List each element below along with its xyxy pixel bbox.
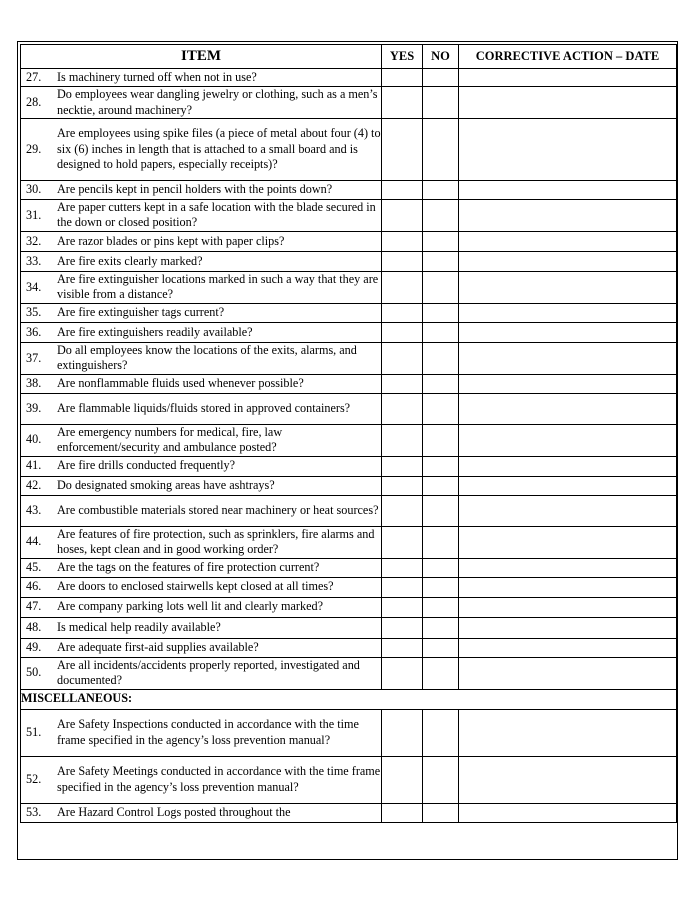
question-cell (21, 709, 382, 756)
checklist-row (21, 577, 677, 597)
yes-cell[interactable] (382, 597, 423, 617)
yes-cell[interactable] (382, 577, 423, 597)
corrective-action-cell[interactable] (459, 69, 677, 87)
item-number: 47. (26, 599, 42, 614)
no-cell[interactable] (423, 476, 459, 495)
item-question: Are flammable liquids/fluids stored in approved containers? (57, 400, 351, 415)
yes-cell[interactable] (382, 756, 423, 803)
yes-cell[interactable] (382, 322, 423, 342)
item-question: Are adequate first-aid supplies available? (57, 639, 259, 654)
corrective-action-cell[interactable] (459, 526, 677, 558)
corrective-action-cell[interactable] (459, 251, 677, 271)
item-number: 37. (26, 350, 42, 365)
item-number: 31. (26, 207, 42, 222)
no-cell[interactable] (423, 393, 459, 424)
item-question: Is machinery turned off when not in use? (57, 69, 257, 84)
item-number: 50. (26, 665, 42, 680)
item-question: Are razor blades or pins kept with paper clips? (57, 233, 285, 248)
question-cell (21, 638, 382, 657)
corrective-action-cell[interactable] (459, 322, 677, 342)
no-cell[interactable] (423, 577, 459, 597)
question-cell (21, 251, 382, 271)
no-cell[interactable] (423, 303, 459, 322)
checklist-row (21, 119, 677, 181)
checklist-row (21, 393, 677, 424)
corrective-action-cell[interactable] (459, 456, 677, 476)
item-question: Are paper cutters kept in a safe location with the blade secured in the down or closed position? (57, 200, 376, 230)
question-cell (21, 303, 382, 322)
corrective-action-cell[interactable] (459, 231, 677, 251)
item-number: 33. (26, 253, 42, 268)
item-number: 34. (26, 279, 42, 294)
checklist-row (21, 87, 677, 119)
question-cell (21, 617, 382, 638)
item-number: 48. (26, 619, 42, 634)
item-number: 53. (26, 804, 42, 819)
item-question: Are emergency numbers for medical, fire, law enforcement/security and ambulance posted? (57, 424, 283, 455)
header-row (21, 45, 677, 69)
question-cell (21, 597, 382, 617)
no-cell[interactable] (423, 181, 459, 200)
yes-cell[interactable] (382, 495, 423, 526)
no-cell[interactable] (423, 374, 459, 393)
question-cell (21, 756, 382, 803)
yes-cell[interactable] (382, 271, 423, 303)
corrective-action-cell[interactable] (459, 638, 677, 657)
checklist-row (21, 424, 677, 456)
corrective-action-cell[interactable] (459, 87, 677, 119)
checklist-body (21, 69, 677, 823)
question-cell (21, 803, 382, 822)
no-cell[interactable] (423, 526, 459, 558)
checklist-row (21, 303, 677, 322)
item-question: Do employees wear dangling jewelry or clothing, such as a men’s necktie, around machinery? (57, 87, 378, 117)
yes-cell[interactable] (382, 638, 423, 657)
corrective-action-cell[interactable] (459, 495, 677, 526)
corrective-action-cell[interactable] (459, 577, 677, 597)
yes-cell[interactable] (382, 87, 423, 119)
item-question: Are pencils kept in pencil holders with the points down? (57, 182, 333, 197)
checklist-row (21, 181, 677, 200)
item-question: Are nonflammable fluids used whenever possible? (57, 375, 304, 390)
yes-cell[interactable] (382, 374, 423, 393)
header-yes: YES (382, 45, 423, 69)
question-cell (21, 495, 382, 526)
question-cell (21, 456, 382, 476)
no-cell[interactable] (423, 456, 459, 476)
no-cell[interactable] (423, 251, 459, 271)
item-number: 28. (26, 94, 42, 109)
item-question: Are Safety Inspections conducted in accordance with the time frame specified in the agency’s loss prevention manual? (57, 717, 359, 747)
item-number: 40. (26, 432, 42, 447)
item-question: Is medical help readily available? (57, 619, 221, 634)
yes-cell[interactable] (382, 709, 423, 756)
item-question: Are fire extinguisher tags current? (57, 305, 225, 320)
checklist-row (21, 69, 677, 87)
item-question: Are fire extinguishers readily available? (57, 324, 253, 339)
no-cell[interactable] (423, 342, 459, 374)
yes-cell[interactable] (382, 181, 423, 200)
no-cell[interactable] (423, 119, 459, 181)
corrective-action-cell[interactable] (459, 657, 677, 689)
no-cell[interactable] (423, 495, 459, 526)
header-no: NO (423, 45, 459, 69)
item-number: 45. (26, 559, 42, 574)
yes-cell[interactable] (382, 456, 423, 476)
checklist-row (21, 803, 677, 822)
question-cell (21, 231, 382, 251)
no-cell[interactable] (423, 87, 459, 119)
item-question: Are employees using spike files (a piece of metal about four (4) to six (6) inches in length that is attached to a small board and is designed to hold papers, especially receipts)? (57, 126, 381, 172)
corrective-action-cell[interactable] (459, 119, 677, 181)
item-number: 46. (26, 579, 42, 594)
item-number: 29. (26, 141, 42, 156)
checklist-row (21, 374, 677, 393)
item-number: 44. (26, 534, 42, 549)
yes-cell[interactable] (382, 119, 423, 181)
no-cell[interactable] (423, 271, 459, 303)
item-number: 32. (26, 233, 42, 248)
question-cell (21, 322, 382, 342)
no-cell[interactable] (423, 657, 459, 689)
item-number: 35. (26, 305, 42, 320)
item-number: 43. (26, 502, 42, 517)
no-cell[interactable] (423, 424, 459, 456)
corrective-action-cell[interactable] (459, 476, 677, 495)
yes-cell[interactable] (382, 526, 423, 558)
yes-cell[interactable] (382, 200, 423, 232)
checklist-row (21, 231, 677, 251)
item-number: 30. (26, 182, 42, 197)
no-cell[interactable] (423, 231, 459, 251)
item-question: Do all employees know the locations of the exits, alarms, and extinguishers? (57, 342, 357, 373)
item-number: 36. (26, 324, 42, 339)
question-cell (21, 577, 382, 597)
item-question: Are features of fire protection, such as sprinklers, fire alarms and hoses, kept clean and in good working order? (57, 526, 375, 557)
item-question: Are fire extinguisher locations marked in such a way that they are visible from a distance? (57, 271, 379, 302)
checklist-row (21, 495, 677, 526)
yes-cell[interactable] (382, 424, 423, 456)
header-corrective-action: CORRECTIVE ACTION – DATE (459, 45, 677, 69)
checklist-row (21, 322, 677, 342)
checklist-row (21, 526, 677, 558)
corrective-action-cell[interactable] (459, 342, 677, 374)
item-question: Are Safety Meetings conducted in accordance with the time frame specified in the agency’s loss prevention manual? (57, 764, 381, 794)
checklist-row (21, 456, 677, 476)
item-question: Are doors to enclosed stairwells kept closed at all times? (57, 579, 334, 594)
corrective-action-cell[interactable] (459, 271, 677, 303)
question-cell (21, 342, 382, 374)
item-number: 49. (26, 639, 42, 654)
corrective-action-cell[interactable] (459, 558, 677, 577)
question-cell (21, 424, 382, 456)
question-cell (21, 657, 382, 689)
corrective-action-cell[interactable] (459, 756, 677, 803)
section-row (21, 689, 677, 709)
corrective-action-cell[interactable] (459, 374, 677, 393)
item-number: 38. (26, 375, 42, 390)
question-cell (21, 476, 382, 495)
no-cell[interactable] (423, 803, 459, 822)
checklist-row (21, 251, 677, 271)
item-number: 52. (26, 771, 42, 786)
question-cell (21, 69, 382, 87)
item-question: Are all incidents/accidents properly reported, investigated and documented? (57, 657, 360, 688)
no-cell[interactable] (423, 200, 459, 232)
checklist-row (21, 638, 677, 657)
question-cell (21, 558, 382, 577)
checklist-row (21, 597, 677, 617)
item-number: 42. (26, 477, 42, 492)
yes-cell[interactable] (382, 342, 423, 374)
corrective-action-cell[interactable] (459, 803, 677, 822)
yes-cell[interactable] (382, 393, 423, 424)
checklist-row (21, 476, 677, 495)
corrective-action-cell[interactable] (459, 597, 677, 617)
item-question: Are the tags on the features of fire protection current? (57, 559, 320, 574)
question-cell (21, 526, 382, 558)
yes-cell[interactable] (382, 803, 423, 822)
yes-cell[interactable] (382, 231, 423, 251)
no-cell[interactable] (423, 597, 459, 617)
no-cell[interactable] (423, 69, 459, 87)
item-question: Are combustible materials stored near machinery or heat sources? (57, 502, 379, 517)
checklist-row (21, 617, 677, 638)
corrective-action-cell[interactable] (459, 617, 677, 638)
checklist-row (21, 271, 677, 303)
no-cell[interactable] (423, 558, 459, 577)
corrective-action-cell[interactable] (459, 393, 677, 424)
corrective-action-cell[interactable] (459, 709, 677, 756)
checklist-row (21, 756, 677, 803)
item-number: 39. (26, 400, 42, 415)
yes-cell[interactable] (382, 251, 423, 271)
yes-cell[interactable] (382, 617, 423, 638)
no-cell[interactable] (423, 756, 459, 803)
item-question: Are fire drills conducted frequently? (57, 458, 235, 473)
no-cell[interactable] (423, 709, 459, 756)
inspection-checklist-table (20, 44, 677, 823)
item-question: Are Hazard Control Logs posted throughout the (57, 804, 291, 819)
checklist-row (21, 200, 677, 232)
question-cell (21, 119, 382, 181)
corrective-action-cell[interactable] (459, 303, 677, 322)
question-cell (21, 374, 382, 393)
checklist-row (21, 657, 677, 689)
item-question: Are company parking lots well lit and clearly marked? (57, 599, 324, 614)
item-number: 27. (26, 69, 42, 84)
yes-cell[interactable] (382, 303, 423, 322)
item-question: Are fire exits clearly marked? (57, 253, 203, 268)
question-cell (21, 181, 382, 200)
yes-cell[interactable] (382, 558, 423, 577)
yes-cell[interactable] (382, 657, 423, 689)
yes-cell[interactable] (382, 69, 423, 87)
checklist-row (21, 342, 677, 374)
question-cell (21, 271, 382, 303)
item-number: 51. (26, 724, 42, 739)
no-cell[interactable] (423, 322, 459, 342)
header-item: ITEM (21, 45, 382, 69)
question-cell (21, 87, 382, 119)
checklist-row (21, 558, 677, 577)
corrective-action-cell[interactable] (459, 181, 677, 200)
question-cell (21, 200, 382, 232)
corrective-action-cell[interactable] (459, 424, 677, 456)
checklist-row (21, 709, 677, 756)
question-cell (21, 393, 382, 424)
item-number: 41. (26, 458, 42, 473)
section-heading-miscellaneous: MISCELLANEOUS: (21, 689, 677, 709)
corrective-action-cell[interactable] (459, 200, 677, 232)
item-question: Do designated smoking areas have ashtrays? (57, 477, 275, 492)
no-cell[interactable] (423, 638, 459, 657)
yes-cell[interactable] (382, 476, 423, 495)
no-cell[interactable] (423, 617, 459, 638)
